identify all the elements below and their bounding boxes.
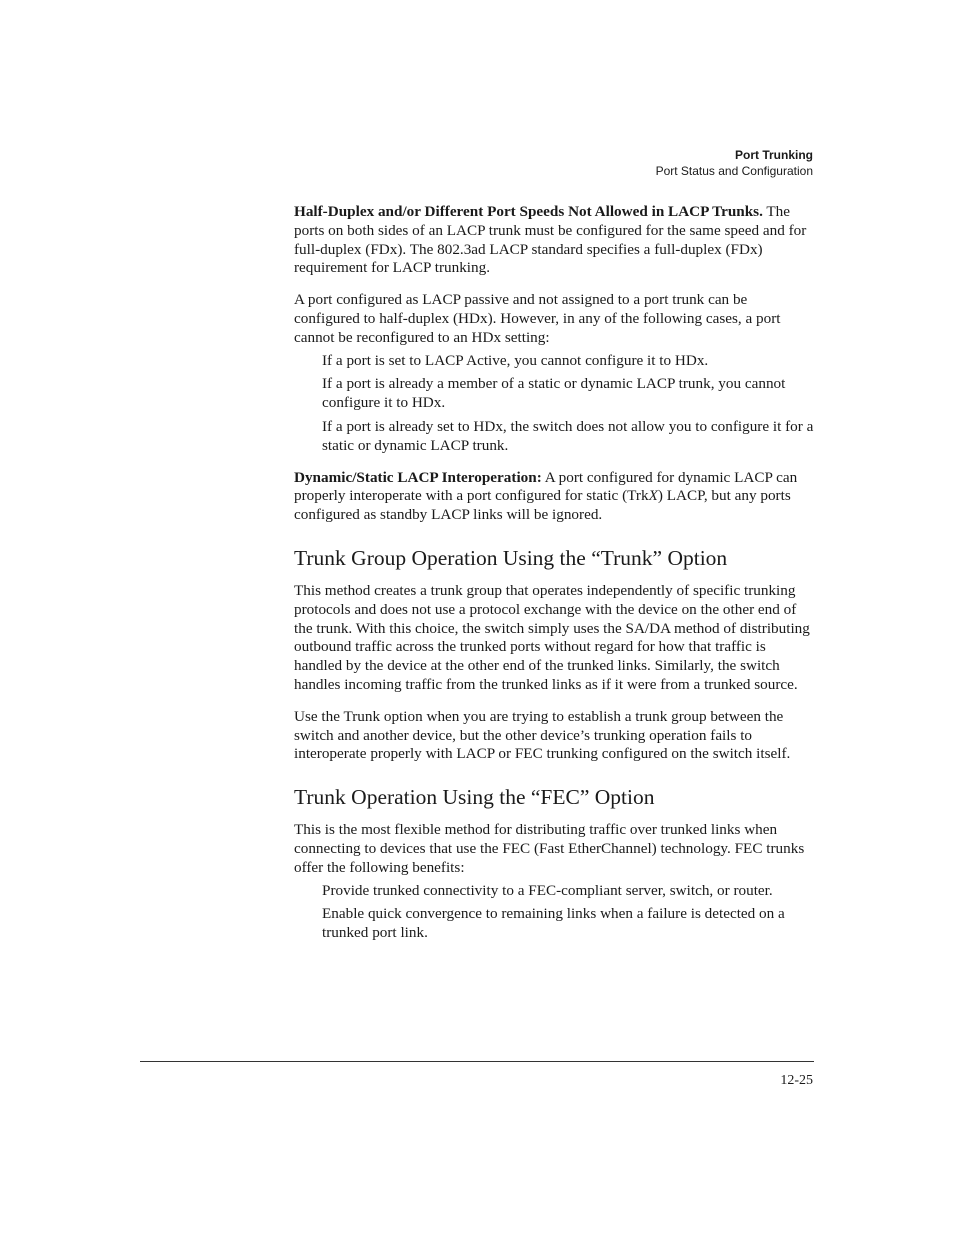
hdx-cases-list	[322, 352, 816, 456]
header-chapter: Port Trunking	[735, 148, 813, 162]
list-item: Enable quick convergence to remaining links when a failure is detected on a trunked port link.	[322, 905, 785, 942]
page-number: 12-25	[780, 1073, 813, 1088]
interoperation-body-start: A port configured for dynamic LACP can properly interoperate with a port configured for static (Trk	[294, 468, 798, 505]
page-content	[294, 203, 816, 956]
half-duplex-paragraph	[294, 203, 816, 278]
footer-rule	[140, 1061, 814, 1062]
trunk-section-title: Trunk Group Operation Using the “Trunk” Option	[294, 545, 728, 570]
half-duplex-heading: Half-Duplex and/or Different Port Speeds Not Allowed in LACP Trunks.	[294, 203, 763, 220]
half-duplex-body: The ports on both sides of an LACP trunk must be configured for the same speed and for full-duplex (FDx). The 802.3ad LACP standard specifies a full-duplex (FDx) requirement for LACP trunking.	[294, 203, 807, 277]
interoperation-body-end: ) LACP, but any ports configured as standby LACP links will be ignored.	[294, 487, 791, 524]
fec-section-title: Trunk Operation Using the “FEC” Option	[294, 785, 655, 810]
interoperation-paragraph	[294, 469, 816, 525]
fec-paragraph-1: This is the most flexible method for distributing traffic over trunked links when connecting to devices that use the FEC (Fast EtherChannel) technology. FEC trunks offer the following benefits:	[294, 821, 805, 876]
trunk-paragraph-1: This method creates a trunk group that operates independently of specific trunking protocols and does not use a protocol exchange with the device on the other end of the trunk. With this choice, the switch simply uses the SA/DA method of distributing outbound traffic across the trunked ports without regard for how that traffic is handled by the device at the other end of the trunked links. Similarly, the switch handles incoming traffic from the trunked links as if it were from a trunked source.	[294, 581, 810, 693]
list-item: Provide trunked connectivity to a FEC-compliant server, switch, or router.	[322, 881, 773, 899]
lacp-passive-paragraph: A port configured as LACP passive and not assigned to a port trunk can be configured to half-duplex (HDx). However, in any of the following cases, a port cannot be reconfigured to an HDx setting:	[294, 291, 781, 346]
list-item: If a port is already set to HDx, the switch does not allow you to configure it for a static or dynamic LACP trunk.	[322, 417, 814, 454]
list-item: If a port is already a member of a static or dynamic LACP trunk, you cannot configure it to HDx.	[322, 375, 786, 412]
interoperation-heading: Dynamic/Static LACP Interoperation:	[294, 468, 542, 486]
header-section: Port Status and Configuration	[655, 164, 813, 178]
list-item: If a port is set to LACP Active, you cannot configure it to HDx.	[322, 351, 709, 369]
running-header	[656, 147, 813, 179]
trunk-paragraph-2: Use the Trunk option when you are trying to establish a trunk group between the switch and another device, but the other device’s trunking operation fails to interoperate properly with LACP or FEC trunking configured on the switch itself.	[294, 707, 791, 763]
interoperation-body-italic: X	[648, 487, 658, 505]
fec-benefits-list	[322, 882, 816, 943]
